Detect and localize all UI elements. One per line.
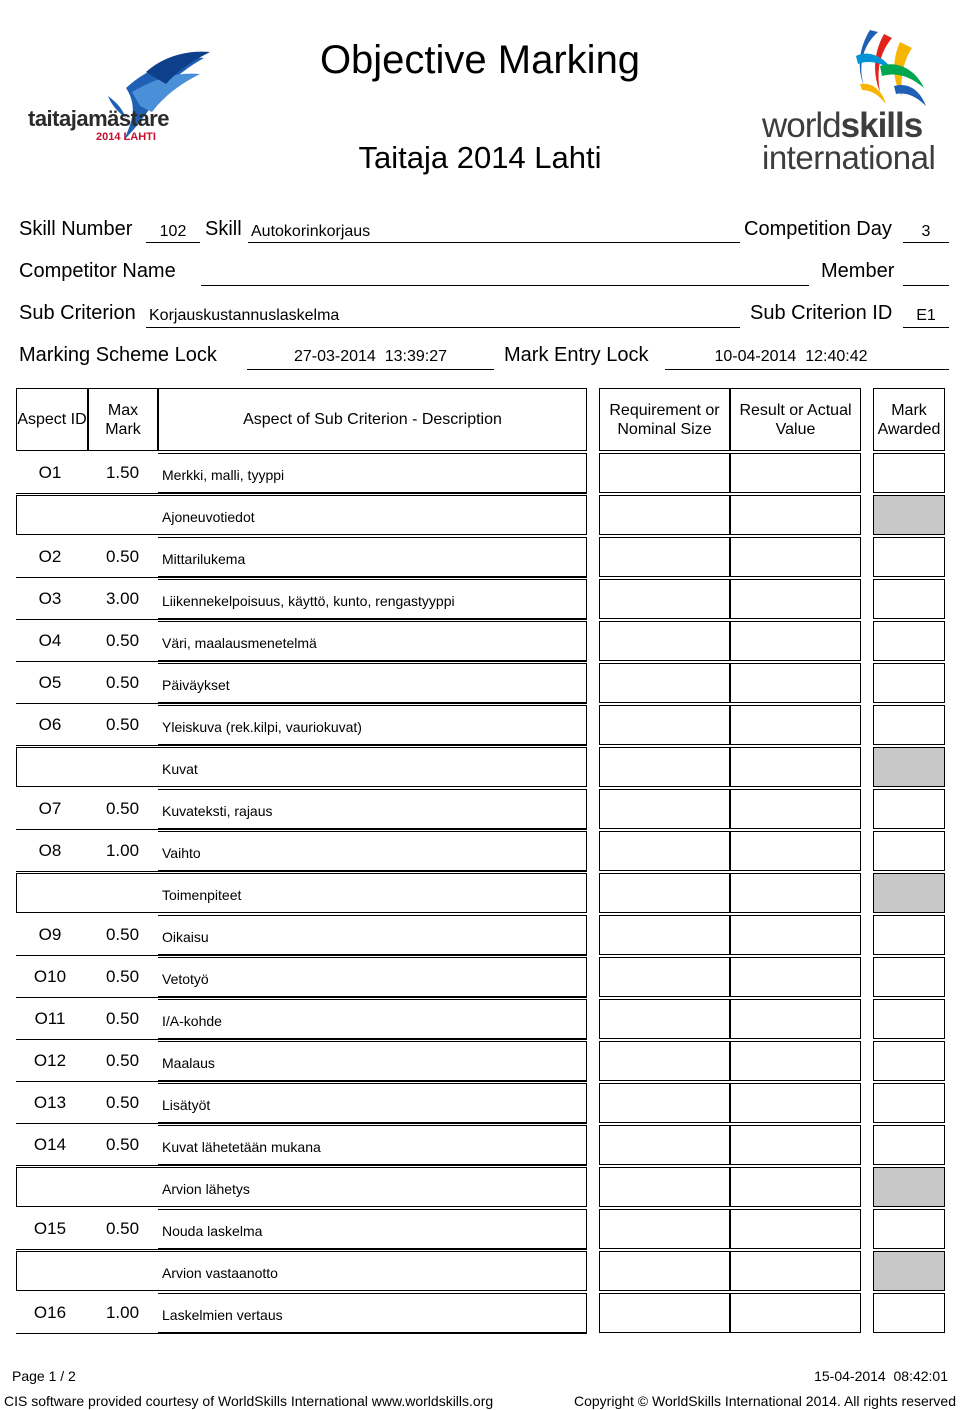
row-divider	[16, 745, 587, 746]
aspect-description: Merkki, malli, tyyppi	[162, 467, 285, 483]
header-result: Result or Actual Value	[730, 388, 861, 451]
skill-number-underline	[146, 242, 200, 243]
marking-scheme-lock-label: Marking Scheme Lock	[19, 344, 217, 366]
row-divider	[16, 661, 587, 662]
aspect-description: Nouda laskelma	[162, 1223, 263, 1239]
sub-criterion-id-underline	[903, 327, 949, 328]
mark-awarded-cell-disabled	[873, 873, 945, 913]
max-mark: 1.00	[105, 1303, 140, 1322]
row-divider	[16, 1249, 587, 1250]
mark-awarded-cell[interactable]	[873, 1083, 945, 1123]
result-cell[interactable]	[730, 705, 861, 745]
header-mark-awarded: Mark Awarded	[873, 388, 945, 451]
aspect-id: O8	[38, 841, 62, 860]
aspect-id: O7	[38, 799, 62, 818]
sub-heading-cell	[16, 873, 587, 913]
mark-awarded-cell[interactable]	[873, 537, 945, 577]
mark-awarded-cell[interactable]	[873, 831, 945, 871]
mark-awarded-cell[interactable]	[873, 579, 945, 619]
max-mark: 0.50	[105, 715, 140, 734]
requirement-cell[interactable]	[599, 873, 730, 913]
requirement-cell[interactable]	[599, 747, 730, 787]
result-cell[interactable]	[730, 663, 861, 703]
mark-awarded-cell[interactable]	[873, 621, 945, 661]
result-cell[interactable]	[730, 1293, 861, 1333]
worldskills-world: world	[762, 106, 841, 145]
sub-criterion-id-label: Sub Criterion ID	[750, 302, 893, 324]
row-divider	[16, 1039, 587, 1040]
worldskills-logo	[760, 26, 940, 178]
result-cell[interactable]	[730, 621, 861, 661]
header-description: Aspect of Sub Criterion - Description	[158, 388, 587, 451]
requirement-cell[interactable]	[599, 579, 730, 619]
sub-criterion-underline	[146, 327, 740, 328]
aspect-description: Lisätyöt	[162, 1097, 211, 1113]
aspect-description: Maalaus	[162, 1055, 215, 1071]
requirement-cell[interactable]	[599, 999, 730, 1039]
aspect-description: Oikaisu	[162, 929, 209, 945]
aspect-description: Väri, maalausmenetelmä	[162, 635, 317, 651]
requirement-cell[interactable]	[599, 789, 730, 829]
header-max-mark: Max Mark	[88, 388, 158, 451]
aspect-description: Kuvateksti, rajaus	[162, 803, 273, 819]
mark-awarded-cell[interactable]	[873, 663, 945, 703]
max-mark: 0.50	[105, 1009, 140, 1028]
requirement-cell[interactable]	[599, 1083, 730, 1123]
worldskills-skills: skills	[840, 106, 923, 145]
skill-underline	[248, 242, 740, 243]
page-subtitle: Taitaja 2014 Lahti	[358, 140, 602, 175]
aspect-description: Vaihto	[162, 845, 201, 861]
result-cell[interactable]	[730, 873, 861, 913]
taitaja-logo-year: 2014 LAHTI	[96, 131, 156, 143]
row-divider	[16, 829, 587, 830]
result-cell[interactable]	[730, 999, 861, 1039]
sub-heading-cell	[16, 747, 587, 787]
competitor-name-underline	[201, 285, 809, 286]
sub-heading-cell	[16, 495, 587, 535]
mark-entry-lock-value: 10-04-2014 12:40:42	[714, 348, 868, 365]
mark-awarded-cell[interactable]	[873, 1209, 945, 1249]
competition-day-label: Competition Day	[744, 218, 892, 240]
mark-awarded-cell[interactable]	[873, 1293, 945, 1333]
max-mark: 0.50	[105, 1093, 140, 1112]
sub-heading-label: Toimenpiteet	[162, 887, 242, 903]
aspect-description: I/A-kohde	[162, 1013, 222, 1029]
result-cell[interactable]	[730, 1041, 861, 1081]
result-cell[interactable]	[730, 789, 861, 829]
mark-awarded-cell[interactable]	[873, 1041, 945, 1081]
max-mark: 0.50	[105, 925, 140, 944]
mark-awarded-cell[interactable]	[873, 957, 945, 997]
max-mark: 0.50	[105, 967, 140, 986]
skill-label: Skill	[205, 218, 242, 240]
worldskills-international: international	[762, 139, 936, 176]
result-cell[interactable]	[730, 495, 861, 535]
aspect-id: O6	[38, 715, 62, 734]
requirement-cell[interactable]	[599, 1041, 730, 1081]
sub-heading-label: Kuvat	[162, 761, 198, 777]
competitor-name-label: Competitor Name	[19, 260, 176, 282]
aspect-id: O10	[33, 967, 67, 986]
taitaja-logo	[28, 48, 218, 158]
aspect-id: O16	[33, 1303, 67, 1322]
aspect-description: Vetotyö	[162, 971, 209, 987]
row-divider	[16, 997, 587, 998]
member-underline	[903, 285, 949, 286]
sub-criterion-id-value: E1	[916, 307, 936, 324]
max-mark: 0.50	[105, 1219, 140, 1238]
aspect-id: O11	[34, 1009, 66, 1028]
aspect-description: Liikennekelpoisuus, käyttö, kunto, rengastyyppi	[162, 593, 455, 609]
sub-heading-cell	[16, 1251, 587, 1291]
requirement-cell[interactable]	[599, 663, 730, 703]
aspect-id: O3	[38, 589, 62, 608]
requirement-cell[interactable]	[599, 537, 730, 577]
aspect-id: O13	[33, 1093, 67, 1112]
aspect-description: Yleiskuva (rek.kilpi, vauriokuvat)	[162, 719, 362, 735]
aspect-description: Kuvat lähetetään mukana	[162, 1139, 321, 1155]
requirement-cell[interactable]	[599, 453, 730, 493]
description-cell	[158, 915, 587, 955]
skill-value: Autokorinkorjaus	[251, 223, 371, 240]
row-divider	[16, 955, 587, 956]
copyright-note: Copyright © WorldSkills International 2014. All rights reserved	[573, 1393, 956, 1409]
mark-awarded-cell[interactable]	[873, 705, 945, 745]
aspect-id: O14	[33, 1135, 67, 1154]
result-cell[interactable]	[730, 579, 861, 619]
aspect-id: O9	[38, 925, 62, 944]
aspect-id: O1	[38, 463, 62, 482]
taitaja-logo-text: taitajamästare	[28, 106, 169, 131]
aspect-id: O2	[38, 547, 62, 566]
max-mark: 0.50	[105, 1051, 140, 1070]
max-mark: 0.50	[105, 1135, 140, 1154]
max-mark: 0.50	[105, 631, 140, 650]
marking-scheme-lock-underline	[247, 369, 494, 370]
sub-heading-label: Ajoneuvotiedot	[162, 509, 255, 525]
row-divider	[16, 1333, 587, 1334]
requirement-cell[interactable]	[599, 1293, 730, 1333]
sub-heading-cell	[16, 1167, 587, 1207]
requirement-cell[interactable]	[599, 495, 730, 535]
result-cell[interactable]	[730, 831, 861, 871]
header-aspect-id: Aspect ID	[16, 388, 88, 451]
result-cell[interactable]	[730, 747, 861, 787]
requirement-cell[interactable]	[599, 957, 730, 997]
header-requirement: Requirement or Nominal Size	[599, 388, 730, 451]
max-mark: 1.50	[105, 463, 140, 482]
requirement-cell[interactable]	[599, 1251, 730, 1291]
mark-awarded-cell-disabled	[873, 747, 945, 787]
description-cell	[158, 1083, 587, 1123]
result-cell[interactable]	[730, 915, 861, 955]
description-cell	[158, 957, 587, 997]
competition-day-underline	[903, 242, 949, 243]
result-cell[interactable]	[730, 1167, 861, 1207]
row-divider	[16, 703, 587, 704]
row-divider	[16, 1165, 587, 1166]
row-divider	[16, 493, 587, 494]
row-divider	[16, 871, 587, 872]
max-mark: 0.50	[105, 547, 140, 566]
result-cell[interactable]	[730, 1083, 861, 1123]
print-timestamp: 15-04-2014 08:42:01	[814, 1368, 948, 1384]
description-cell	[158, 831, 587, 871]
aspect-id: O15	[33, 1219, 67, 1238]
row-divider	[16, 619, 587, 620]
requirement-cell[interactable]	[599, 915, 730, 955]
row-divider	[16, 1081, 587, 1082]
max-mark: 3.00	[105, 589, 140, 608]
mark-entry-lock-label: Mark Entry Lock	[504, 344, 649, 366]
aspect-description: Päiväykset	[162, 677, 230, 693]
aspect-description: Laskelmien vertaus	[162, 1307, 283, 1323]
member-label: Member	[821, 260, 895, 282]
result-cell[interactable]	[730, 453, 861, 493]
mark-awarded-cell[interactable]	[873, 1125, 945, 1165]
competition-day-value: 3	[921, 223, 931, 240]
requirement-cell[interactable]	[599, 705, 730, 745]
row-divider	[16, 577, 587, 578]
result-cell[interactable]	[730, 537, 861, 577]
sub-heading-label: Arvion vastaanotto	[162, 1265, 278, 1281]
result-cell[interactable]	[730, 957, 861, 997]
requirement-cell[interactable]	[599, 1209, 730, 1249]
mark-awarded-cell-disabled	[873, 1167, 945, 1207]
mark-awarded-cell-disabled	[873, 495, 945, 535]
requirement-cell[interactable]	[599, 1167, 730, 1207]
skill-number-value: 102	[159, 223, 187, 240]
marking-scheme-lock-value: 27-03-2014 13:39:27	[293, 348, 447, 365]
aspect-id: O5	[38, 673, 62, 692]
max-mark: 0.50	[105, 673, 140, 692]
mark-awarded-cell[interactable]	[873, 999, 945, 1039]
sub-heading-label: Arvion lähetys	[162, 1181, 250, 1197]
mark-entry-lock-underline	[665, 369, 949, 370]
result-cell[interactable]	[730, 1209, 861, 1249]
mark-awarded-cell[interactable]	[873, 789, 945, 829]
courtesy-note: CIS software provided courtesy of WorldSkills International www.worldskills.org	[4, 1393, 494, 1409]
description-cell	[158, 1041, 587, 1081]
mark-awarded-cell[interactable]	[873, 453, 945, 493]
result-cell[interactable]	[730, 1251, 861, 1291]
aspect-id: O4	[38, 631, 62, 650]
description-cell	[158, 999, 587, 1039]
sub-criterion-value: Korjauskustannuslaskelma	[149, 307, 340, 324]
page-title: Objective Marking	[319, 38, 641, 82]
max-mark: 0.50	[105, 799, 140, 818]
requirement-cell[interactable]	[599, 621, 730, 661]
page-number: Page 1 / 2	[12, 1368, 76, 1384]
skill-number-label: Skill Number	[19, 218, 133, 240]
result-cell[interactable]	[730, 1125, 861, 1165]
requirement-cell[interactable]	[599, 1125, 730, 1165]
requirement-cell[interactable]	[599, 831, 730, 871]
aspect-description: Mittarilukema	[162, 551, 246, 567]
mark-awarded-cell[interactable]	[873, 915, 945, 955]
max-mark: 1.00	[105, 841, 140, 860]
mark-awarded-cell-disabled	[873, 1251, 945, 1291]
row-divider	[16, 1123, 587, 1124]
worldskills-swirl-icon	[760, 26, 940, 116]
aspect-id: O12	[33, 1051, 67, 1070]
sub-criterion-label: Sub Criterion	[19, 302, 136, 324]
